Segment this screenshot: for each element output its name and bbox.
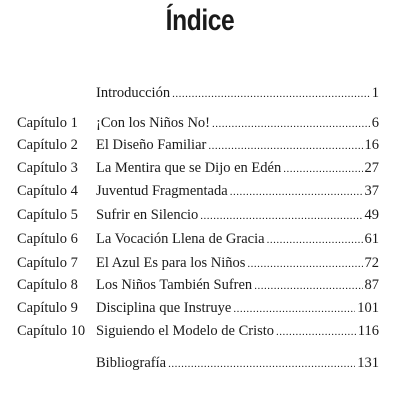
toc-entry-bibliography[interactable]: [0, 352, 400, 374]
dot-leader: [230, 181, 363, 203]
dot-leader: [172, 83, 370, 105]
toc-page-number: 72: [364, 255, 379, 271]
dot-leader: [208, 135, 362, 157]
toc-entry-title: Juventud Fragmentada: [96, 183, 228, 199]
toc-entry-chapter-1[interactable]: [0, 112, 400, 134]
dot-leader: [168, 353, 355, 375]
toc-chapter-label: Capítulo 7: [17, 255, 78, 271]
dot-leader: [200, 205, 362, 227]
toc-entry-title: El Diseño Familiar: [96, 137, 207, 153]
toc-chapter-label: Capítulo 6: [17, 231, 78, 247]
toc-entry-line: [96, 274, 379, 297]
toc-entry-chapter-3[interactable]: [0, 157, 400, 179]
toc-page-number: 16: [364, 137, 379, 153]
toc-entry-line: [96, 112, 379, 135]
toc-chapter-label: Capítulo 2: [17, 137, 78, 153]
toc-page-number: 61: [364, 231, 379, 247]
toc-entry-title: La Vocación Llena de Gracia: [96, 231, 265, 247]
dot-leader: [267, 229, 363, 251]
toc-chapter-label: Capítulo 10: [17, 323, 86, 339]
toc-chapter-label: Capítulo 5: [17, 207, 78, 223]
toc-entry-title: La Mentira que se Dijo en Edén: [96, 160, 282, 176]
dot-leader: [276, 321, 356, 343]
toc-entry-chapter-6[interactable]: [0, 228, 400, 250]
toc-page-number: 87: [364, 277, 379, 293]
toc-chapter-label: Capítulo 1: [17, 115, 78, 131]
toc-page-number: 131: [357, 355, 379, 371]
toc-entry-chapter-5[interactable]: [0, 204, 400, 226]
toc-entry-line: [96, 352, 379, 375]
toc-entry-chapter-9[interactable]: [0, 297, 400, 319]
toc-entry-title: Bibliografía: [96, 355, 167, 371]
toc-entry-line: [96, 134, 379, 157]
toc-entry-title: Siguiendo el Modelo de Cristo: [96, 323, 275, 339]
toc-page-number: 6: [371, 115, 379, 131]
toc-entry-chapter-10[interactable]: [0, 320, 400, 342]
toc-page-number: 1: [371, 85, 379, 101]
toc-entry-line: [96, 320, 379, 343]
toc-entry-introduction[interactable]: [0, 82, 400, 104]
dot-leader: [233, 298, 355, 320]
toc-entry-line: [96, 204, 379, 227]
toc-chapter-label: Capítulo 4: [17, 183, 78, 199]
toc-entry-line: [96, 297, 379, 320]
dot-leader: [247, 253, 362, 275]
toc-entry-chapter-8[interactable]: [0, 274, 400, 296]
toc-entry-title: El Azul Es para los Niños: [96, 255, 246, 271]
toc-entry-title: Los Niños También Sufren: [96, 277, 253, 293]
toc-page-number: 27: [364, 160, 379, 176]
toc-entry-chapter-7[interactable]: [0, 252, 400, 274]
toc-entry-title: Disciplina que Instruye: [96, 300, 232, 316]
toc-entry-chapter-4[interactable]: [0, 180, 400, 202]
dot-leader: [283, 158, 362, 180]
dot-leader: [254, 275, 362, 297]
toc-page-number: 116: [357, 323, 379, 339]
toc-entry-line: [96, 82, 379, 105]
page-title: Índice: [165, 4, 235, 37]
toc-entry-title: ¡Con los Niños No!: [96, 115, 210, 131]
toc-chapter-label: Capítulo 3: [17, 160, 78, 176]
dot-leader: [212, 113, 370, 135]
toc-entry-title: Sufrir en Silencio: [96, 207, 199, 223]
toc-page-number: 49: [364, 207, 379, 223]
toc-entry-line: [96, 180, 379, 203]
toc-chapter-label: Capítulo 9: [17, 300, 78, 316]
toc-page-number: 37: [364, 183, 379, 199]
toc-page-number: 101: [357, 300, 379, 316]
toc-entry-line: [96, 228, 379, 251]
toc-entry-title: Introducción: [96, 85, 171, 101]
toc-entry-chapter-2[interactable]: [0, 134, 400, 156]
toc-chapter-label: Capítulo 8: [17, 277, 78, 293]
toc-entry-line: [96, 157, 379, 180]
toc-entry-line: [96, 252, 379, 275]
